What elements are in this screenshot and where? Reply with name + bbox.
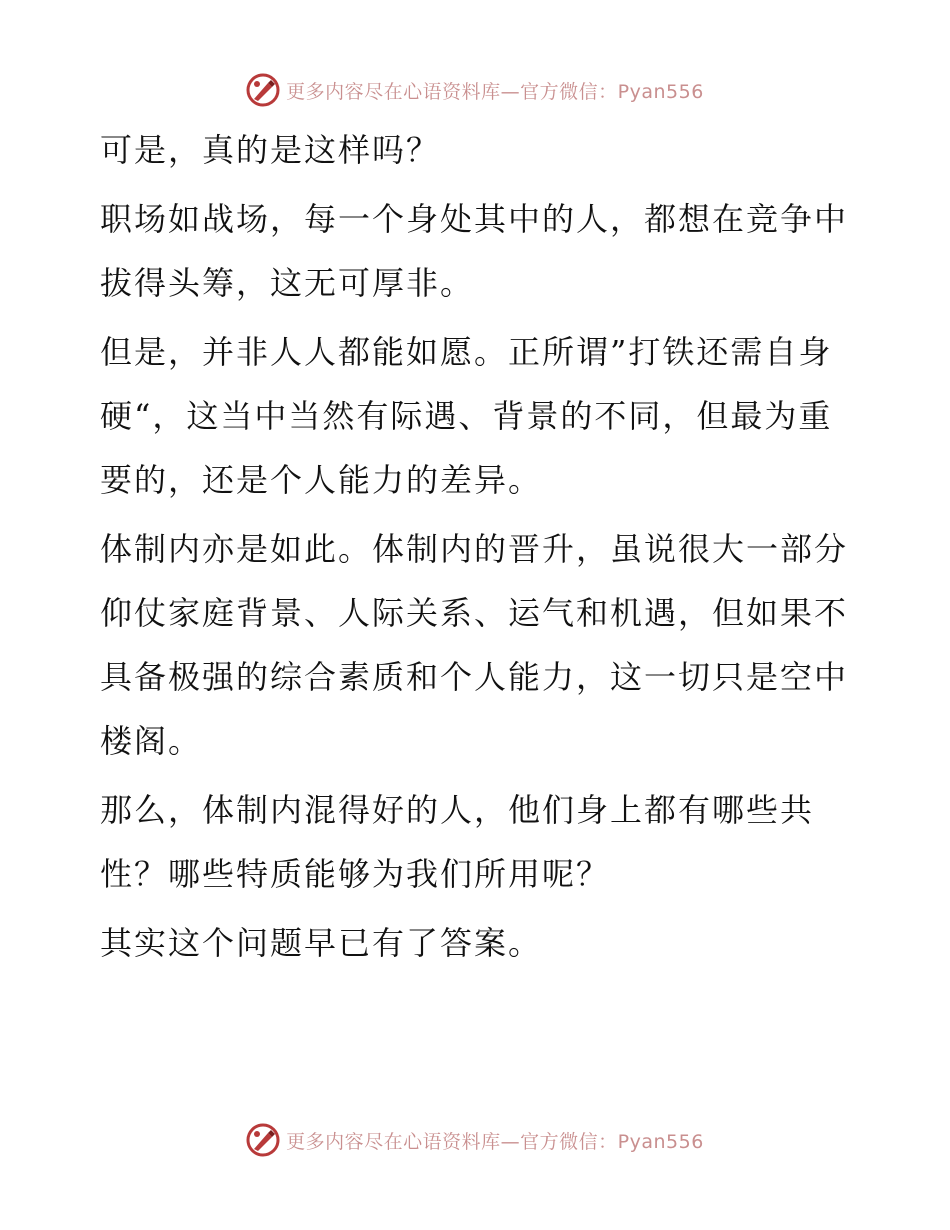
paragraph-1: 可是，真的是这样吗？ [100,131,441,169]
footer-banner-text: 更多内容尽在心语资料库—官方微信：Pyan556 [286,1130,704,1153]
paragraph-4: 体制内亦是如此。体制内的晋升，虽说很大一部分仰仗家庭背景、人际关系、运气和机遇，但如果不具备极强的综合素质和个人能力，这一切只是空中楼阁。 [100,530,849,760]
paragraph-3: 但是，并非人人都能如愿。正所谓”打铁还需自身硬“，这当中当然有际遇、背景的不同，但最为重要的，还是个人能力的差异。 [100,333,833,499]
paragraph-2: 职场如战场，每一个身处其中的人，都想在竞争中拔得头筹，这无可厚非。 [100,200,849,302]
footer-banner [0,1120,950,1160]
document-body [100,118,860,975]
paragraph-5: 那么，体制内混得好的人，他们身上都有哪些共性？哪些特质能够为我们所用呢？ [100,791,815,893]
pen-logo-icon [246,1123,280,1157]
paragraph-6: 其实这个问题早已有了答案。 [100,924,543,962]
header-banner [0,70,950,110]
pen-logo-icon [246,73,280,107]
header-banner-text: 更多内容尽在心语资料库—官方微信：Pyan556 [286,80,704,103]
